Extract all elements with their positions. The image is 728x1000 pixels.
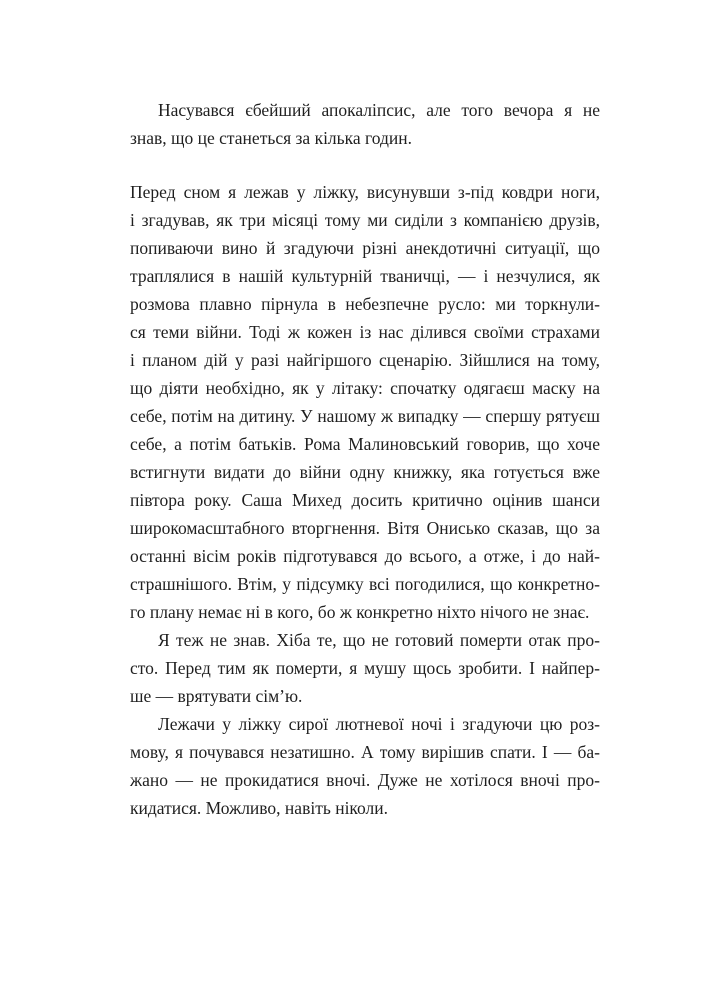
text-line: широкомасштабного вторгнення. Вітя Онисько сказав, що за: [130, 518, 600, 538]
text-line: і планом дій у разі найгіршого сценарію. Зійшлися на тому,: [130, 350, 600, 370]
text-line: Лежачи у ліжку сирої лютневої ночі і згадуючи цю роз-: [158, 714, 600, 734]
text-line: Насувався єбейший апокаліпсис, але того вечора я не: [158, 100, 600, 120]
text-line: себе, а потім батьків. Рома Малиновський говорив, що хоче: [130, 434, 600, 454]
text-line: ше — врятувати сім’ю.: [130, 686, 303, 706]
text-line: себе, потім на дитину. У нашому ж випадку — спершу рятуєш: [130, 406, 600, 426]
text-line: попиваючи вино й згадуючи різні анекдотичні ситуації, що: [130, 238, 600, 258]
text-line: розмова плавно пірнула в небезпечне русло: ми торкнули-: [130, 294, 600, 314]
text-line: що діяти необхідно, як у літаку: спочатку одягаєш маску на: [130, 378, 600, 398]
text-line: встигнути видати до війни одну книжку, яка готується вже: [130, 462, 600, 482]
text-line: траплялися в нашій культурній тваничці, — і незчулися, як: [130, 266, 600, 286]
text-line: півтора року. Саша Михед досить критично оцінив шанси: [130, 490, 600, 510]
text-line: Перед сном я лежав у ліжку, висунувши з-під ковдри ноги,: [130, 182, 600, 202]
text-line: жано — не прокидатися вночі. Дуже не хотілося вночі про-: [130, 770, 600, 790]
text-line: останні вісім років підготувався до всього, а отже, і до най-: [130, 546, 600, 566]
text-line: і згадував, як три місяці тому ми сиділи з компанією друзів,: [130, 210, 600, 230]
text-line: знав, що це станеться за кілька годин.: [130, 128, 413, 148]
text-line: го плану немає ні в кого, бо ж конкретно ніхто нічого не знає.: [130, 602, 590, 622]
text-line: страшнішого. Втім, у підсумку всі погодилися, що конкретно-: [130, 574, 600, 594]
text-line: Я теж не знав. Хіба те, що не готовий померти отак про-: [158, 630, 600, 650]
text-line: ся теми війни. Тоді ж кожен із нас ділився своїми страхами: [130, 322, 600, 342]
text-line: сто. Перед тим як померти, я мушу щось зробити. І найпер-: [130, 658, 600, 678]
text-line: мову, я почувався незатишно. А тому вирішив спати. І — ба-: [130, 742, 600, 762]
text-line: кидатися. Можливо, навіть ніколи.: [130, 798, 389, 818]
